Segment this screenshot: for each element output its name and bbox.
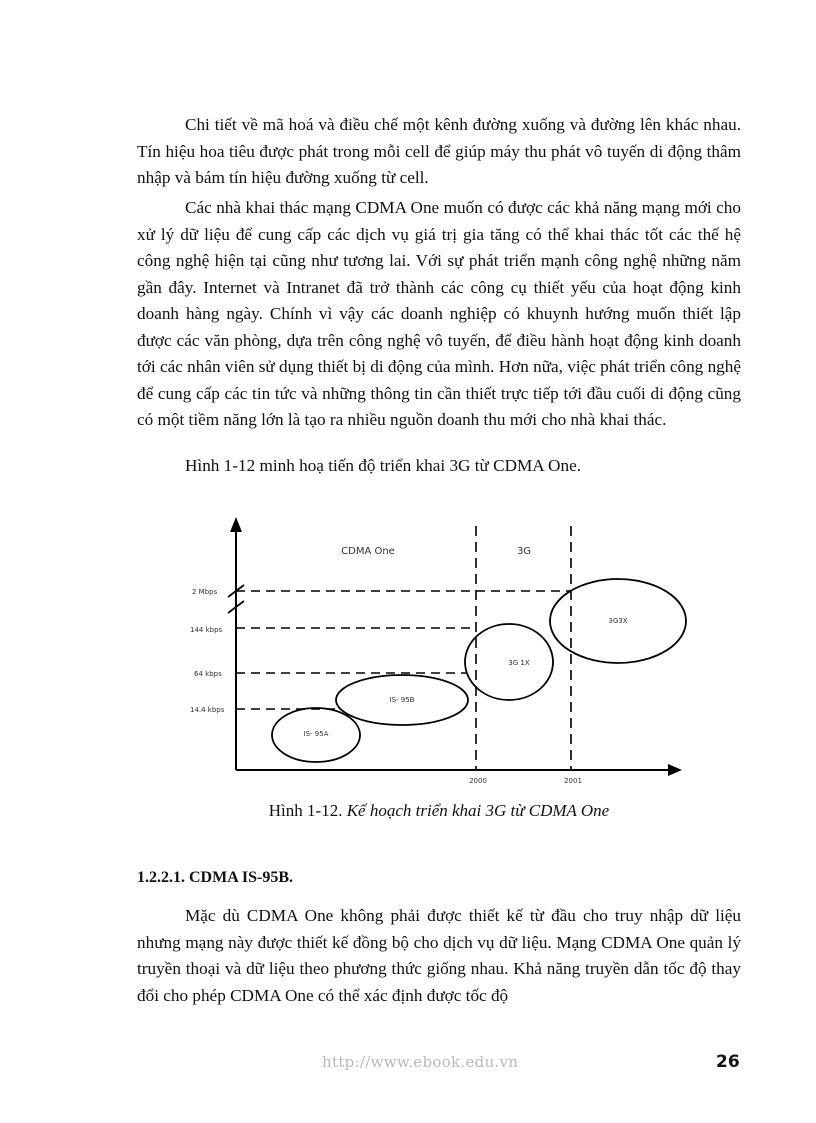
rate-label-2mbps: 2 Mbps bbox=[192, 588, 218, 596]
paragraph-modulation: Chi tiết về mã hoá và điều chế một kênh đường xuống và đường lên khác nhau. Tín hiệu hoa tiêu được phát trong mỗi cell để giúp máy thu phát vô tuyến di động thâm nhập và bám tín hiệu đường xuống từ cell. bbox=[137, 115, 741, 187]
rate-label-64kbps: 64 kbps bbox=[194, 670, 222, 678]
year-label-2000: 2000 bbox=[469, 777, 487, 785]
rate-label-144kbps: 144 kbps bbox=[190, 626, 223, 634]
footer-url: http://www.ebook.edu.vn bbox=[322, 1053, 519, 1071]
figure-3g-roadmap bbox=[180, 512, 690, 792]
figure-caption bbox=[137, 801, 741, 821]
region-label-cdma-one: CDMA One bbox=[341, 546, 395, 557]
system-label-is95b: IS- 95B bbox=[389, 696, 415, 704]
year-label-2001: 2001 bbox=[564, 777, 582, 785]
page-number: 26 bbox=[716, 1052, 740, 1072]
system-label-3g3x: 3G3X bbox=[608, 617, 628, 625]
rate-label-14kbps: 14.4 kbps bbox=[190, 706, 225, 714]
paragraph-operators: Các nhà khai thác mạng CDMA One muốn có được các khả năng mạng mới cho xử lý dữ liệu để cung cấp các dịch vụ giá trị gia tăng có thể khai thác tốt các thế hệ công nghệ hiện tại cũng như tương lai. Với sự phát triển mạnh công nghệ những năm gần đây. Internet và Intranet đã trở thành các công cụ thiết yếu của hoạt động kinh doanh hàng ngày. Chính vì vậy các doanh nghiệp có khuynh hướng muốn thiết lập được các văn phòng, dựa trên công nghệ vô tuyến, để điều hành hoạt động kinh doanh tới các nhân viên sử dụng thiết bị di động của mình. Hơn nữa, việc phát triển công nghệ để cung cấp các tin tức và những thông tin cần thiết trực tiếp tới đầu cuối di động cũng có một tiềm năng lớn là tạo ra nhiều nguồn doanh thu mới cho nhà khai thác. bbox=[137, 198, 741, 429]
x-axis-arrow bbox=[668, 764, 682, 776]
region-label-3g: 3G bbox=[516, 546, 532, 557]
paragraph-figure-intro: Hình 1-12 minh hoạ tiến độ triển khai 3G từ CDMA One. bbox=[185, 456, 581, 475]
paragraph-is95b: Mặc dù CDMA One không phải được thiết kế từ đầu cho truy nhập dữ liệu nhưng mạng này được thiết kế đồng bộ cho dịch vụ dữ liệu. Mạng CDMA One quản lý truyền thoại và dữ liệu theo phương thức giống nhau. Khả năng truyền dẫn tốc độ thay đổi cho phép CDMA One có thể xác định được tốc độ bbox=[137, 906, 741, 1005]
system-label-is95a: IS- 95A bbox=[303, 730, 329, 738]
y-axis-arrow bbox=[230, 517, 242, 532]
section-heading: 1.2.2.1. CDMA IS-95B. bbox=[137, 869, 294, 886]
caption-title: Kế hoạch triển khai 3G từ CDMA One bbox=[346, 801, 610, 820]
caption-prefix: Hình 1-12. bbox=[268, 801, 347, 820]
system-label-3g1x: 3G 1X bbox=[508, 659, 530, 667]
